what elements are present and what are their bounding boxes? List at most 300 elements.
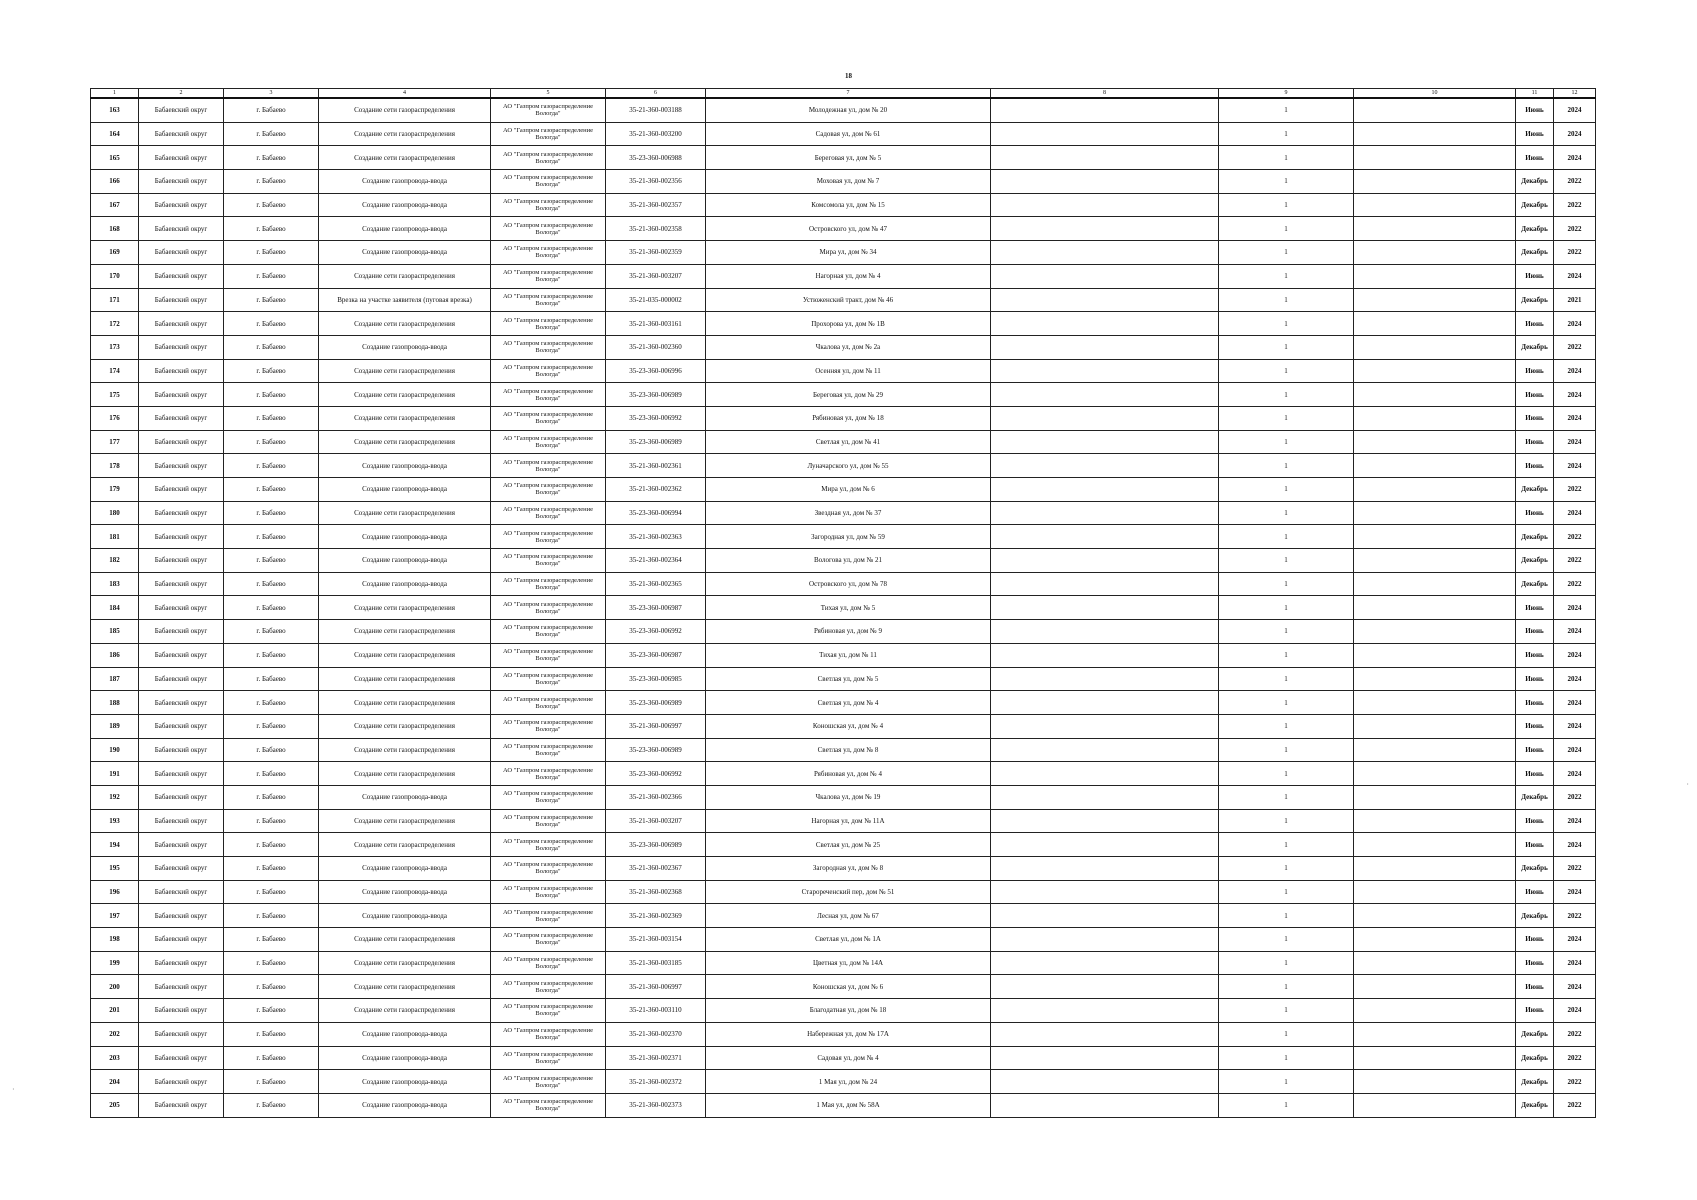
year-cell: 2024 (1554, 809, 1596, 833)
month-cell: Декабрь (1516, 288, 1554, 312)
column-10-cell (1354, 241, 1516, 265)
column-10-cell (1354, 975, 1516, 999)
column-number-7: 7 (706, 89, 991, 99)
organization-cell: АО "Газпром газораспределение Вологда" (491, 359, 606, 383)
organization-cell: АО "Газпром газораспределение Вологда" (491, 170, 606, 194)
quantity-cell: 1 (1219, 406, 1354, 430)
object-code-cell: 35-21-360-002360 (606, 335, 706, 359)
table-row (91, 454, 1596, 478)
row-number-cell: 176 (91, 406, 139, 430)
quantity-cell: 1 (1219, 904, 1354, 928)
scan-edge-mark: · (1686, 780, 1689, 789)
organization-cell: АО "Газпром газораспределение Вологда" (491, 383, 606, 407)
district-cell: Бабаевский округ (139, 975, 224, 999)
month-cell: Июнь (1516, 430, 1554, 454)
year-cell: 2024 (1554, 714, 1596, 738)
work-type-cell: Создание сети газораспределения (319, 975, 491, 999)
district-cell: Бабаевский округ (139, 478, 224, 502)
address-cell: Устюженский тракт, дом № 46 (706, 288, 991, 312)
month-cell: Июнь (1516, 146, 1554, 170)
settlement-cell: г. Бабаево (224, 335, 319, 359)
year-cell: 2022 (1554, 1046, 1596, 1070)
month-cell: Декабрь (1516, 217, 1554, 241)
year-cell: 2022 (1554, 1093, 1596, 1117)
column-10-cell (1354, 1022, 1516, 1046)
column-number-11: 11 (1516, 89, 1554, 99)
organization-cell: АО "Газпром газораспределение Вологда" (491, 312, 606, 336)
column-10-cell (1354, 170, 1516, 194)
column-10-cell (1354, 217, 1516, 241)
quantity-cell: 1 (1219, 975, 1354, 999)
column-8-cell (991, 620, 1219, 644)
address-cell: Тихая ул, дом № 11 (706, 643, 991, 667)
work-type-cell: Создание газопровода-ввода (319, 525, 491, 549)
object-code-cell: 35-21-360-002359 (606, 241, 706, 265)
month-cell: Июнь (1516, 951, 1554, 975)
address-cell: 1 Мая ул, дом № 24 (706, 1070, 991, 1094)
table-row (91, 833, 1596, 857)
year-cell: 2024 (1554, 975, 1596, 999)
work-type-cell: Создание сети газораспределения (319, 762, 491, 786)
organization-cell: АО "Газпром газораспределение Вологда" (491, 975, 606, 999)
work-type-cell: Создание газопровода-ввода (319, 880, 491, 904)
row-number-cell: 200 (91, 975, 139, 999)
settlement-cell: г. Бабаево (224, 785, 319, 809)
quantity-cell: 1 (1219, 714, 1354, 738)
quantity-cell: 1 (1219, 596, 1354, 620)
address-cell: Береговая ул, дом № 5 (706, 146, 991, 170)
table-row (91, 809, 1596, 833)
settlement-cell: г. Бабаево (224, 880, 319, 904)
quantity-cell: 1 (1219, 430, 1354, 454)
work-type-cell: Создание сети газораспределения (319, 620, 491, 644)
address-cell: Нагорная ул, дом № 11А (706, 809, 991, 833)
settlement-cell: г. Бабаево (224, 1046, 319, 1070)
column-10-cell (1354, 383, 1516, 407)
year-cell: 2024 (1554, 264, 1596, 288)
quantity-cell: 1 (1219, 1022, 1354, 1046)
table-row (91, 1022, 1596, 1046)
organization-cell: АО "Газпром газораспределение Вологда" (491, 501, 606, 525)
table-row (91, 264, 1596, 288)
district-cell: Бабаевский округ (139, 193, 224, 217)
column-10-cell (1354, 999, 1516, 1023)
object-code-cell: 35-23-360-006988 (606, 146, 706, 170)
column-8-cell (991, 1046, 1219, 1070)
row-number-cell: 197 (91, 904, 139, 928)
row-number-cell: 190 (91, 738, 139, 762)
table-row (91, 241, 1596, 265)
object-code-cell: 35-23-360-006992 (606, 762, 706, 786)
quantity-cell: 1 (1219, 193, 1354, 217)
table-row (91, 122, 1596, 146)
organization-cell: АО "Газпром газораспределение Вологда" (491, 857, 606, 881)
work-type-cell: Создание газопровода-ввода (319, 1046, 491, 1070)
organization-cell: АО "Газпром газораспределение Вологда" (491, 596, 606, 620)
district-cell: Бабаевский округ (139, 951, 224, 975)
district-cell: Бабаевский округ (139, 928, 224, 952)
address-cell: Звездная ул, дом № 37 (706, 501, 991, 525)
quantity-cell: 1 (1219, 146, 1354, 170)
column-10-cell (1354, 1070, 1516, 1094)
month-cell: Июнь (1516, 359, 1554, 383)
organization-cell: АО "Газпром газораспределение Вологда" (491, 241, 606, 265)
month-cell: Июнь (1516, 667, 1554, 691)
row-number-cell: 187 (91, 667, 139, 691)
district-cell: Бабаевский округ (139, 501, 224, 525)
quantity-cell: 1 (1219, 122, 1354, 146)
column-8-cell (991, 383, 1219, 407)
column-8-cell (991, 738, 1219, 762)
column-10-cell (1354, 549, 1516, 573)
column-10-cell (1354, 1093, 1516, 1117)
organization-cell: АО "Газпром газораспределение Вологда" (491, 1070, 606, 1094)
work-type-cell: Создание сети газораспределения (319, 146, 491, 170)
organization-cell: АО "Газпром газораспределение Вологда" (491, 1046, 606, 1070)
column-8-cell (991, 122, 1219, 146)
work-type-cell: Создание газопровода-ввода (319, 335, 491, 359)
page-number: 18 (845, 72, 852, 80)
month-cell: Декабрь (1516, 525, 1554, 549)
column-8-cell (991, 1093, 1219, 1117)
table-row (91, 904, 1596, 928)
month-cell: Декабрь (1516, 478, 1554, 502)
quantity-cell: 1 (1219, 999, 1354, 1023)
work-type-cell: Создание сети газораспределения (319, 359, 491, 383)
address-cell: Мира ул, дом № 34 (706, 241, 991, 265)
quantity-cell: 1 (1219, 501, 1354, 525)
table-row (91, 478, 1596, 502)
work-type-cell: Создание газопровода-ввода (319, 193, 491, 217)
object-code-cell: 35-21-035-000002 (606, 288, 706, 312)
settlement-cell: г. Бабаево (224, 833, 319, 857)
address-cell: Прохорова ул, дом № 1В (706, 312, 991, 336)
year-cell: 2022 (1554, 217, 1596, 241)
column-8-cell (991, 572, 1219, 596)
column-10-cell (1354, 691, 1516, 715)
row-number-cell: 188 (91, 691, 139, 715)
column-10-cell (1354, 785, 1516, 809)
address-cell: Молодежная ул, дом № 20 (706, 98, 991, 122)
quantity-cell: 1 (1219, 691, 1354, 715)
year-cell: 2022 (1554, 1070, 1596, 1094)
gas-connection-table (90, 88, 1596, 1118)
object-code-cell: 35-21-360-002371 (606, 1046, 706, 1070)
object-code-cell: 35-23-360-006996 (606, 359, 706, 383)
work-type-cell: Создание сети газораспределения (319, 406, 491, 430)
column-8-cell (991, 193, 1219, 217)
month-cell: Июнь (1516, 762, 1554, 786)
organization-cell: АО "Газпром газораспределение Вологда" (491, 335, 606, 359)
quantity-cell: 1 (1219, 762, 1354, 786)
table-row (91, 1093, 1596, 1117)
year-cell: 2024 (1554, 596, 1596, 620)
district-cell: Бабаевский округ (139, 430, 224, 454)
quantity-cell: 1 (1219, 335, 1354, 359)
organization-cell: АО "Газпром газораспределение Вологда" (491, 406, 606, 430)
work-type-cell: Создание сети газораспределения (319, 809, 491, 833)
object-code-cell: 35-21-360-003207 (606, 809, 706, 833)
address-cell: Загородная ул, дом № 59 (706, 525, 991, 549)
work-type-cell: Создание газопровода-ввода (319, 241, 491, 265)
table-row (91, 880, 1596, 904)
work-type-cell: Создание газопровода-ввода (319, 217, 491, 241)
year-cell: 2024 (1554, 999, 1596, 1023)
year-cell: 2021 (1554, 288, 1596, 312)
quantity-cell: 1 (1219, 359, 1354, 383)
district-cell: Бабаевский округ (139, 383, 224, 407)
row-number-cell: 198 (91, 928, 139, 952)
organization-cell: АО "Газпром газораспределение Вологда" (491, 691, 606, 715)
column-number-10: 10 (1354, 89, 1516, 99)
row-number-cell: 189 (91, 714, 139, 738)
address-cell: Набережная ул, дом № 17А (706, 1022, 991, 1046)
year-cell: 2024 (1554, 501, 1596, 525)
address-cell: Садовая ул, дом № 4 (706, 1046, 991, 1070)
table-row (91, 335, 1596, 359)
work-type-cell: Создание газопровода-ввода (319, 1070, 491, 1094)
column-10-cell (1354, 596, 1516, 620)
quantity-cell: 1 (1219, 525, 1354, 549)
object-code-cell: 35-21-360-002357 (606, 193, 706, 217)
district-cell: Бабаевский округ (139, 454, 224, 478)
year-cell: 2022 (1554, 170, 1596, 194)
settlement-cell: г. Бабаево (224, 288, 319, 312)
work-type-cell: Создание сети газораспределения (319, 833, 491, 857)
organization-cell: АО "Газпром газораспределение Вологда" (491, 193, 606, 217)
quantity-cell: 1 (1219, 312, 1354, 336)
table-row (91, 951, 1596, 975)
row-number-cell: 201 (91, 999, 139, 1023)
table-row (91, 193, 1596, 217)
address-cell: Чкалова ул, дом № 19 (706, 785, 991, 809)
month-cell: Июнь (1516, 501, 1554, 525)
object-code-cell: 35-21-360-002369 (606, 904, 706, 928)
object-code-cell: 35-23-360-006985 (606, 667, 706, 691)
settlement-cell: г. Бабаево (224, 193, 319, 217)
column-8-cell (991, 549, 1219, 573)
table-row (91, 383, 1596, 407)
organization-cell: АО "Газпром газораспределение Вологда" (491, 762, 606, 786)
quantity-cell: 1 (1219, 264, 1354, 288)
district-cell: Бабаевский округ (139, 833, 224, 857)
object-code-cell: 35-23-360-006989 (606, 738, 706, 762)
quantity-cell: 1 (1219, 241, 1354, 265)
object-code-cell: 35-23-360-006989 (606, 833, 706, 857)
month-cell: Декабрь (1516, 549, 1554, 573)
column-8-cell (991, 596, 1219, 620)
row-number-cell: 185 (91, 620, 139, 644)
object-code-cell: 35-21-360-002372 (606, 1070, 706, 1094)
column-10-cell (1354, 1046, 1516, 1070)
row-number-cell: 171 (91, 288, 139, 312)
organization-cell: АО "Газпром газораспределение Вологда" (491, 809, 606, 833)
table-row (91, 549, 1596, 573)
column-10-cell (1354, 572, 1516, 596)
table-row (91, 312, 1596, 336)
organization-cell: АО "Газпром газораспределение Вологда" (491, 1093, 606, 1117)
row-number-cell: 163 (91, 98, 139, 122)
month-cell: Июнь (1516, 880, 1554, 904)
year-cell: 2024 (1554, 454, 1596, 478)
object-code-cell: 35-23-360-006987 (606, 596, 706, 620)
row-number-cell: 165 (91, 146, 139, 170)
column-8-cell (991, 714, 1219, 738)
column-8-cell (991, 478, 1219, 502)
settlement-cell: г. Бабаево (224, 1022, 319, 1046)
column-8-cell (991, 501, 1219, 525)
row-number-cell: 182 (91, 549, 139, 573)
settlement-cell: г. Бабаево (224, 501, 319, 525)
row-number-cell: 164 (91, 122, 139, 146)
district-cell: Бабаевский округ (139, 525, 224, 549)
object-code-cell: 35-23-360-006989 (606, 383, 706, 407)
year-cell: 2024 (1554, 620, 1596, 644)
column-10-cell (1354, 809, 1516, 833)
row-number-cell: 166 (91, 170, 139, 194)
column-8-cell (991, 525, 1219, 549)
organization-cell: АО "Газпром газораспределение Вологда" (491, 288, 606, 312)
address-cell: Садовая ул, дом № 61 (706, 122, 991, 146)
row-number-cell: 194 (91, 833, 139, 857)
month-cell: Июнь (1516, 691, 1554, 715)
year-cell: 2024 (1554, 122, 1596, 146)
row-number-cell: 199 (91, 951, 139, 975)
column-10-cell (1354, 928, 1516, 952)
column-8-cell (991, 241, 1219, 265)
month-cell: Июнь (1516, 714, 1554, 738)
work-type-cell: Создание сети газораспределения (319, 691, 491, 715)
object-code-cell: 35-21-360-003161 (606, 312, 706, 336)
column-8-cell (991, 951, 1219, 975)
address-cell: Береговая ул, дом № 29 (706, 383, 991, 407)
row-number-cell: 169 (91, 241, 139, 265)
district-cell: Бабаевский округ (139, 714, 224, 738)
column-10-cell (1354, 335, 1516, 359)
quantity-cell: 1 (1219, 1070, 1354, 1094)
year-cell: 2022 (1554, 572, 1596, 596)
organization-cell: АО "Газпром газораспределение Вологда" (491, 999, 606, 1023)
work-type-cell: Создание сети газораспределения (319, 596, 491, 620)
table-row (91, 288, 1596, 312)
settlement-cell: г. Бабаево (224, 999, 319, 1023)
object-code-cell: 35-21-360-002363 (606, 525, 706, 549)
column-10-cell (1354, 620, 1516, 644)
settlement-cell: г. Бабаево (224, 620, 319, 644)
object-code-cell: 35-23-360-006989 (606, 691, 706, 715)
work-type-cell: Создание газопровода-ввода (319, 170, 491, 194)
column-8-cell (991, 928, 1219, 952)
table-row (91, 406, 1596, 430)
table-row (91, 1070, 1596, 1094)
settlement-cell: г. Бабаево (224, 596, 319, 620)
column-number-2: 2 (139, 89, 224, 99)
quantity-cell: 1 (1219, 288, 1354, 312)
column-8-cell (991, 264, 1219, 288)
table-row (91, 975, 1596, 999)
year-cell: 2022 (1554, 478, 1596, 502)
table-row (91, 691, 1596, 715)
address-cell: Островского ул, дом № 47 (706, 217, 991, 241)
month-cell: Декабрь (1516, 785, 1554, 809)
month-cell: Декабрь (1516, 1022, 1554, 1046)
table-row (91, 999, 1596, 1023)
work-type-cell: Создание сети газораспределения (319, 928, 491, 952)
column-8-cell (991, 406, 1219, 430)
address-cell: Луначарского ул, дом № 55 (706, 454, 991, 478)
column-10-cell (1354, 880, 1516, 904)
month-cell: Декабрь (1516, 904, 1554, 928)
column-10-cell (1354, 904, 1516, 928)
object-code-cell: 35-21-360-002365 (606, 572, 706, 596)
month-cell: Июнь (1516, 406, 1554, 430)
scan-edge-mark: · (12, 1085, 15, 1094)
quantity-cell: 1 (1219, 880, 1354, 904)
settlement-cell: г. Бабаево (224, 98, 319, 122)
organization-cell: АО "Газпром газораспределение Вологда" (491, 549, 606, 573)
year-cell: 2022 (1554, 241, 1596, 265)
year-cell: 2024 (1554, 643, 1596, 667)
object-code-cell: 35-21-360-002356 (606, 170, 706, 194)
column-10-cell (1354, 288, 1516, 312)
quantity-cell: 1 (1219, 549, 1354, 573)
organization-cell: АО "Газпром газораспределение Вологда" (491, 833, 606, 857)
work-type-cell: Создание газопровода-ввода (319, 857, 491, 881)
settlement-cell: г. Бабаево (224, 549, 319, 573)
organization-cell: АО "Газпром газораспределение Вологда" (491, 928, 606, 952)
table-body (91, 98, 1596, 1117)
organization-cell: АО "Газпром газораспределение Вологда" (491, 478, 606, 502)
object-code-cell: 35-21-360-002364 (606, 549, 706, 573)
column-8-cell (991, 1022, 1219, 1046)
year-cell: 2022 (1554, 335, 1596, 359)
district-cell: Бабаевский округ (139, 1093, 224, 1117)
work-type-cell: Создание сети газораспределения (319, 501, 491, 525)
month-cell: Июнь (1516, 975, 1554, 999)
row-number-cell: 193 (91, 809, 139, 833)
month-cell: Декабрь (1516, 241, 1554, 265)
object-code-cell: 35-21-360-003188 (606, 98, 706, 122)
district-cell: Бабаевский округ (139, 217, 224, 241)
object-code-cell: 35-21-360-002368 (606, 880, 706, 904)
address-cell: Светлая ул, дом № 41 (706, 430, 991, 454)
month-cell: Июнь (1516, 596, 1554, 620)
object-code-cell: 35-21-360-002367 (606, 857, 706, 881)
year-cell: 2024 (1554, 667, 1596, 691)
quantity-cell: 1 (1219, 643, 1354, 667)
address-cell: Цветная ул, дом № 14А (706, 951, 991, 975)
district-cell: Бабаевский округ (139, 762, 224, 786)
district-cell: Бабаевский округ (139, 785, 224, 809)
row-number-cell: 192 (91, 785, 139, 809)
object-code-cell: 35-21-360-006997 (606, 714, 706, 738)
object-code-cell: 35-21-360-003154 (606, 928, 706, 952)
row-number-cell: 180 (91, 501, 139, 525)
column-10-cell (1354, 833, 1516, 857)
settlement-cell: г. Бабаево (224, 572, 319, 596)
settlement-cell: г. Бабаево (224, 383, 319, 407)
year-cell: 2024 (1554, 406, 1596, 430)
district-cell: Бабаевский округ (139, 904, 224, 928)
column-number-1: 1 (91, 89, 139, 99)
quantity-cell: 1 (1219, 809, 1354, 833)
table-row (91, 217, 1596, 241)
month-cell: Декабрь (1516, 857, 1554, 881)
month-cell: Июнь (1516, 264, 1554, 288)
table-row (91, 643, 1596, 667)
organization-cell: АО "Газпром газораспределение Вологда" (491, 667, 606, 691)
column-8-cell (991, 1070, 1219, 1094)
